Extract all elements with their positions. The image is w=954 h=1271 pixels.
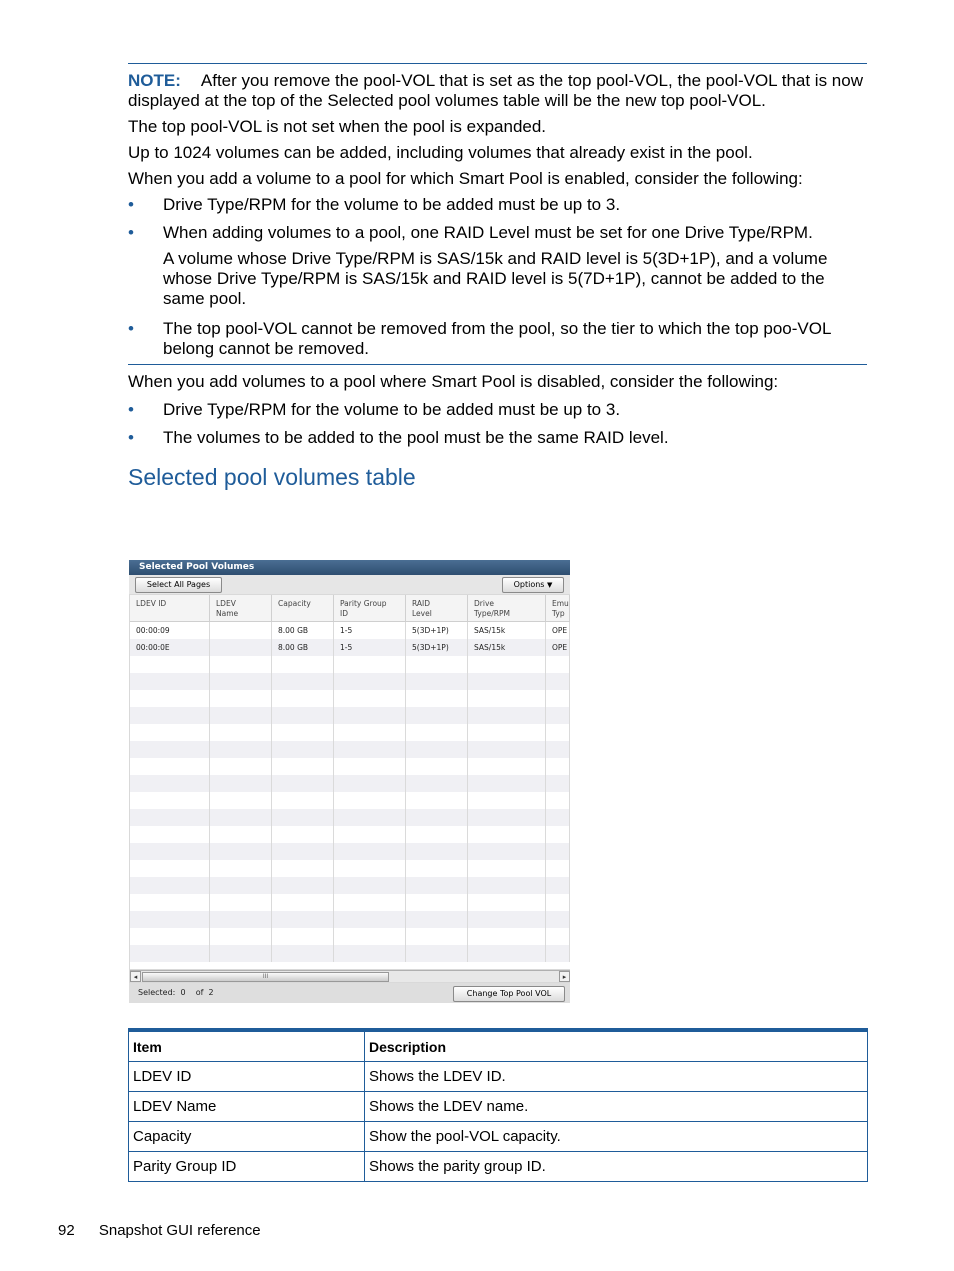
grid-cell [334, 758, 406, 775]
grid-cell: SAS/15k [468, 622, 546, 639]
grid-cell: 8.00 GB [272, 639, 334, 656]
column-header-item: Item [129, 1030, 365, 1062]
selected-pool-volumes-panel [129, 560, 570, 1003]
change-top-pool-vol-button[interactable]: Change Top Pool VOL [453, 986, 565, 1002]
grid-cell [406, 673, 468, 690]
table-row [130, 928, 570, 945]
grid-cell [210, 724, 272, 741]
grid-cell [334, 809, 406, 826]
grid-cell [272, 707, 334, 724]
grid-body [130, 622, 570, 962]
grid-cell [210, 843, 272, 860]
list-item: • Drive Type/RPM for the volume to be added must be up to 3. [128, 400, 621, 419]
table-header-row [129, 1030, 868, 1062]
grid-cell [130, 656, 210, 673]
grid-cell [130, 860, 210, 877]
grid-cell [406, 843, 468, 860]
grid-cell [130, 758, 210, 775]
table-row [130, 707, 570, 724]
grid-cell [130, 911, 210, 928]
grid-cell [468, 826, 546, 843]
smart-pool-disabled-block [128, 372, 867, 456]
chevron-down-icon: ▼ [547, 581, 553, 589]
grid-cell [468, 843, 546, 860]
panel-footer [129, 983, 570, 1003]
grid-cell [468, 911, 546, 928]
grid-cell [406, 860, 468, 877]
grid-cell [546, 792, 570, 809]
column-header[interactable]: Capacity [272, 595, 334, 621]
grid-cell [468, 673, 546, 690]
grid-cell [130, 843, 210, 860]
grid-cell [210, 775, 272, 792]
grid-cell [210, 707, 272, 724]
table-row [130, 690, 570, 707]
grid-cell [546, 877, 570, 894]
grid-cell [210, 639, 272, 656]
grid-cell [272, 911, 334, 928]
grid-cell [406, 775, 468, 792]
grid-cell [272, 809, 334, 826]
grid-cell [468, 724, 546, 741]
grid-cell [210, 673, 272, 690]
table-row [130, 673, 570, 690]
grid-cell [468, 690, 546, 707]
scroll-left-icon[interactable]: ◂ [130, 971, 141, 982]
grid-cell [406, 877, 468, 894]
table-row [129, 1092, 868, 1122]
grid-cell: 5(3D+1P) [406, 639, 468, 656]
grid-cell [406, 724, 468, 741]
grid-cell [210, 758, 272, 775]
note-label: NOTE: [128, 71, 181, 90]
grid-cell [468, 809, 546, 826]
grid-cell [210, 860, 272, 877]
smart-pool-enabled-list [128, 195, 867, 243]
table-row [130, 809, 570, 826]
grid-cell [272, 843, 334, 860]
table-row[interactable] [130, 622, 570, 639]
table-row [130, 945, 570, 962]
grid-cell: 00:00:09 [130, 622, 210, 639]
column-header[interactable]: Emu Typ [546, 595, 570, 621]
footer-section-title: Snapshot GUI reference [98, 1222, 261, 1239]
grid-cell [210, 690, 272, 707]
bullet-icon: • [128, 400, 134, 419]
grid-cell [334, 843, 406, 860]
grid-cell [272, 656, 334, 673]
grid-cell [130, 894, 210, 911]
list-item: • The volumes to be added to the pool must be the same RAID level. [128, 428, 669, 447]
table-row [129, 1122, 868, 1152]
grid-cell [130, 724, 210, 741]
bullet-icon: • [128, 428, 134, 447]
grid-cell [468, 945, 546, 962]
grid-cell [210, 894, 272, 911]
options-button[interactable] [502, 577, 564, 593]
grid-cell [130, 792, 210, 809]
smart-pool-enabled-list-cont [128, 319, 867, 359]
grid-cell [406, 758, 468, 775]
grid-cell [546, 741, 570, 758]
bullet-icon: • [128, 195, 134, 214]
grid-cell [210, 792, 272, 809]
grid-cell [468, 775, 546, 792]
description-cell: Shows the parity group ID. [365, 1152, 868, 1182]
table-row [130, 792, 570, 809]
grid-cell [130, 673, 210, 690]
table-row [130, 741, 570, 758]
grid-cell [210, 622, 272, 639]
grid-cell: 8.00 GB [272, 622, 334, 639]
grid-cell [272, 758, 334, 775]
grid-cell [546, 656, 570, 673]
grid-cell: 5(3D+1P) [406, 622, 468, 639]
grid-cell [272, 690, 334, 707]
item-cell: LDEV ID [129, 1062, 365, 1092]
grid-cell [272, 775, 334, 792]
grid-cell [334, 860, 406, 877]
grid-cell: SAS/15k [468, 639, 546, 656]
grid-cell: 1-5 [334, 622, 406, 639]
description-cell: Shows the LDEV ID. [365, 1062, 868, 1092]
grid-cell [546, 911, 570, 928]
grid-cell [334, 792, 406, 809]
grid-cell [546, 945, 570, 962]
grid-cell [334, 707, 406, 724]
grid-cell [406, 826, 468, 843]
grid-cell [272, 724, 334, 741]
grid-cell [130, 809, 210, 826]
table-row [130, 843, 570, 860]
grid-cell [272, 792, 334, 809]
selected-count: Selected: 0 of 2 [138, 988, 214, 997]
column-header[interactable]: Drive Type/RPM [468, 595, 546, 621]
grid-cell [546, 690, 570, 707]
column-header[interactable]: LDEV Name [210, 595, 272, 621]
grid-header [130, 595, 570, 622]
table-row [130, 860, 570, 877]
description-cell: Show the pool-VOL capacity. [365, 1122, 868, 1152]
grid-cell [272, 741, 334, 758]
grid-cell [130, 877, 210, 894]
note-block [128, 63, 867, 365]
grid-cell [210, 826, 272, 843]
grid-cell [406, 656, 468, 673]
grid-cell [406, 894, 468, 911]
grid-cell [468, 877, 546, 894]
grid-cell [130, 741, 210, 758]
item-cell: LDEV Name [129, 1092, 365, 1122]
grid-cell [334, 741, 406, 758]
description-cell: Shows the LDEV name. [365, 1092, 868, 1122]
grid-cell [546, 809, 570, 826]
table-row [130, 877, 570, 894]
grid-cell [546, 673, 570, 690]
grid-cell [210, 911, 272, 928]
grid-cell [334, 673, 406, 690]
note-paragraph [128, 71, 867, 111]
grid-cell: OPE [546, 639, 570, 656]
table-row [130, 656, 570, 673]
grid-cell [334, 928, 406, 945]
grid-cell [546, 860, 570, 877]
grid-cell [546, 894, 570, 911]
grid-cell [546, 758, 570, 775]
grid-cell [272, 877, 334, 894]
grid-cell [130, 945, 210, 962]
grid-cell: OPE [546, 622, 570, 639]
grid-cell [272, 826, 334, 843]
grid-cell [468, 707, 546, 724]
grid-cell [272, 945, 334, 962]
table-row [129, 1062, 868, 1092]
note-paragraph-limit: Up to 1024 volumes can be added, including volumes that already exist in the pool. [128, 143, 753, 162]
page-number: 92 [58, 1222, 75, 1239]
column-header-description: Description [365, 1030, 868, 1062]
list-item: • When adding volumes to a pool, one RAID Level must be set for one Drive Type/RPM. [128, 223, 813, 242]
column-header[interactable]: Parity Group ID [334, 595, 406, 621]
grid-cell [210, 945, 272, 962]
grid-cell [468, 656, 546, 673]
list-item: • Drive Type/RPM for the volume to be added must be up to 3. [128, 195, 621, 214]
list-item: • The top pool-VOL cannot be removed from the pool, so the tier to which the top poo-VOL belong cannot be removed. [128, 319, 831, 358]
grid-cell: 00:00:0E [130, 639, 210, 656]
grid-cell [130, 690, 210, 707]
item-cell: Parity Group ID [129, 1152, 365, 1182]
grid-cell [334, 826, 406, 843]
column-header[interactable]: LDEV ID [130, 595, 210, 621]
grid-cell [468, 792, 546, 809]
grid-cell [334, 877, 406, 894]
grid-cell [406, 792, 468, 809]
grid-cell [406, 690, 468, 707]
grid-cell [546, 724, 570, 741]
grid-cell [406, 707, 468, 724]
select-all-pages-button[interactable]: Select All Pages [135, 577, 222, 593]
grid-cell [468, 741, 546, 758]
grid-cell [468, 758, 546, 775]
grid-cell [546, 775, 570, 792]
grid-cell [468, 894, 546, 911]
scroll-thumb[interactable]: III [142, 972, 389, 982]
grid-cell [406, 741, 468, 758]
bullet-icon: • [128, 319, 134, 338]
grid-cell [272, 928, 334, 945]
grid-cell [334, 724, 406, 741]
grid-cell: 1-5 [334, 639, 406, 656]
grid-cell [468, 928, 546, 945]
table-row [130, 775, 570, 792]
grid-cell [272, 894, 334, 911]
grid-cell [210, 656, 272, 673]
volumes-grid [130, 595, 570, 969]
table-row [130, 911, 570, 928]
table-row [130, 758, 570, 775]
table-row[interactable] [130, 639, 570, 656]
grid-cell [546, 843, 570, 860]
grid-cell [546, 928, 570, 945]
grid-cell [130, 826, 210, 843]
options-label: Options [513, 580, 545, 589]
raid-example-paragraph: A volume whose Drive Type/RPM is SAS/15k and RAID level is 5(3D+1P), and a volume whose Drive Type/RPM is SAS/15k and RAID level is 5(7D+1P), cannot be added to the same pool. [163, 249, 828, 308]
grid-cell [546, 707, 570, 724]
grid-cell [130, 775, 210, 792]
grid-cell [334, 894, 406, 911]
grid-cell [334, 656, 406, 673]
grid-cell [406, 945, 468, 962]
bullet-icon: • [128, 223, 134, 242]
grid-cell [334, 690, 406, 707]
grid-cell [546, 826, 570, 843]
grid-cell [210, 741, 272, 758]
grid-cell [210, 809, 272, 826]
item-description-table [128, 1028, 868, 1182]
disabled-intro: When you add volumes to a pool where Smart Pool is disabled, consider the following: [128, 372, 779, 391]
smart-pool-disabled-list [128, 400, 867, 448]
panel-toolbar [129, 575, 570, 594]
column-header[interactable]: RAID Level [406, 595, 468, 621]
table-row [130, 724, 570, 741]
page-footer [58, 1222, 261, 1239]
grid-cell [406, 809, 468, 826]
table-row [130, 826, 570, 843]
grid-cell [272, 860, 334, 877]
panel-title: Selected Pool Volumes [129, 560, 570, 575]
item-cell: Capacity [129, 1122, 365, 1152]
grid-cell [210, 928, 272, 945]
grid-cell [334, 775, 406, 792]
grid-cell [334, 911, 406, 928]
grid-cell [334, 945, 406, 962]
table-row [130, 894, 570, 911]
note-paragraph-expanded: The top pool-VOL is not set when the pool is expanded. [128, 117, 547, 136]
note-text: After you remove the pool-VOL that is set as the top pool-VOL, the pool-VOL that is now displayed at the top of the Selected pool volumes table will be the new top pool-VOL. [128, 71, 863, 110]
note-paragraph-smart-pool: When you add a volume to a pool for which Smart Pool is enabled, consider the following: [128, 169, 803, 188]
section-heading: Selected pool volumes table [128, 464, 416, 490]
grid-cell [468, 860, 546, 877]
grid-cell [406, 911, 468, 928]
grid-cell [130, 928, 210, 945]
grid-cell [210, 877, 272, 894]
grid-cell [130, 707, 210, 724]
grid-cell [406, 928, 468, 945]
scroll-right-icon[interactable]: ▸ [559, 971, 570, 982]
horizontal-scrollbar[interactable] [130, 970, 570, 982]
table-row [129, 1152, 868, 1182]
grid-cell [272, 673, 334, 690]
